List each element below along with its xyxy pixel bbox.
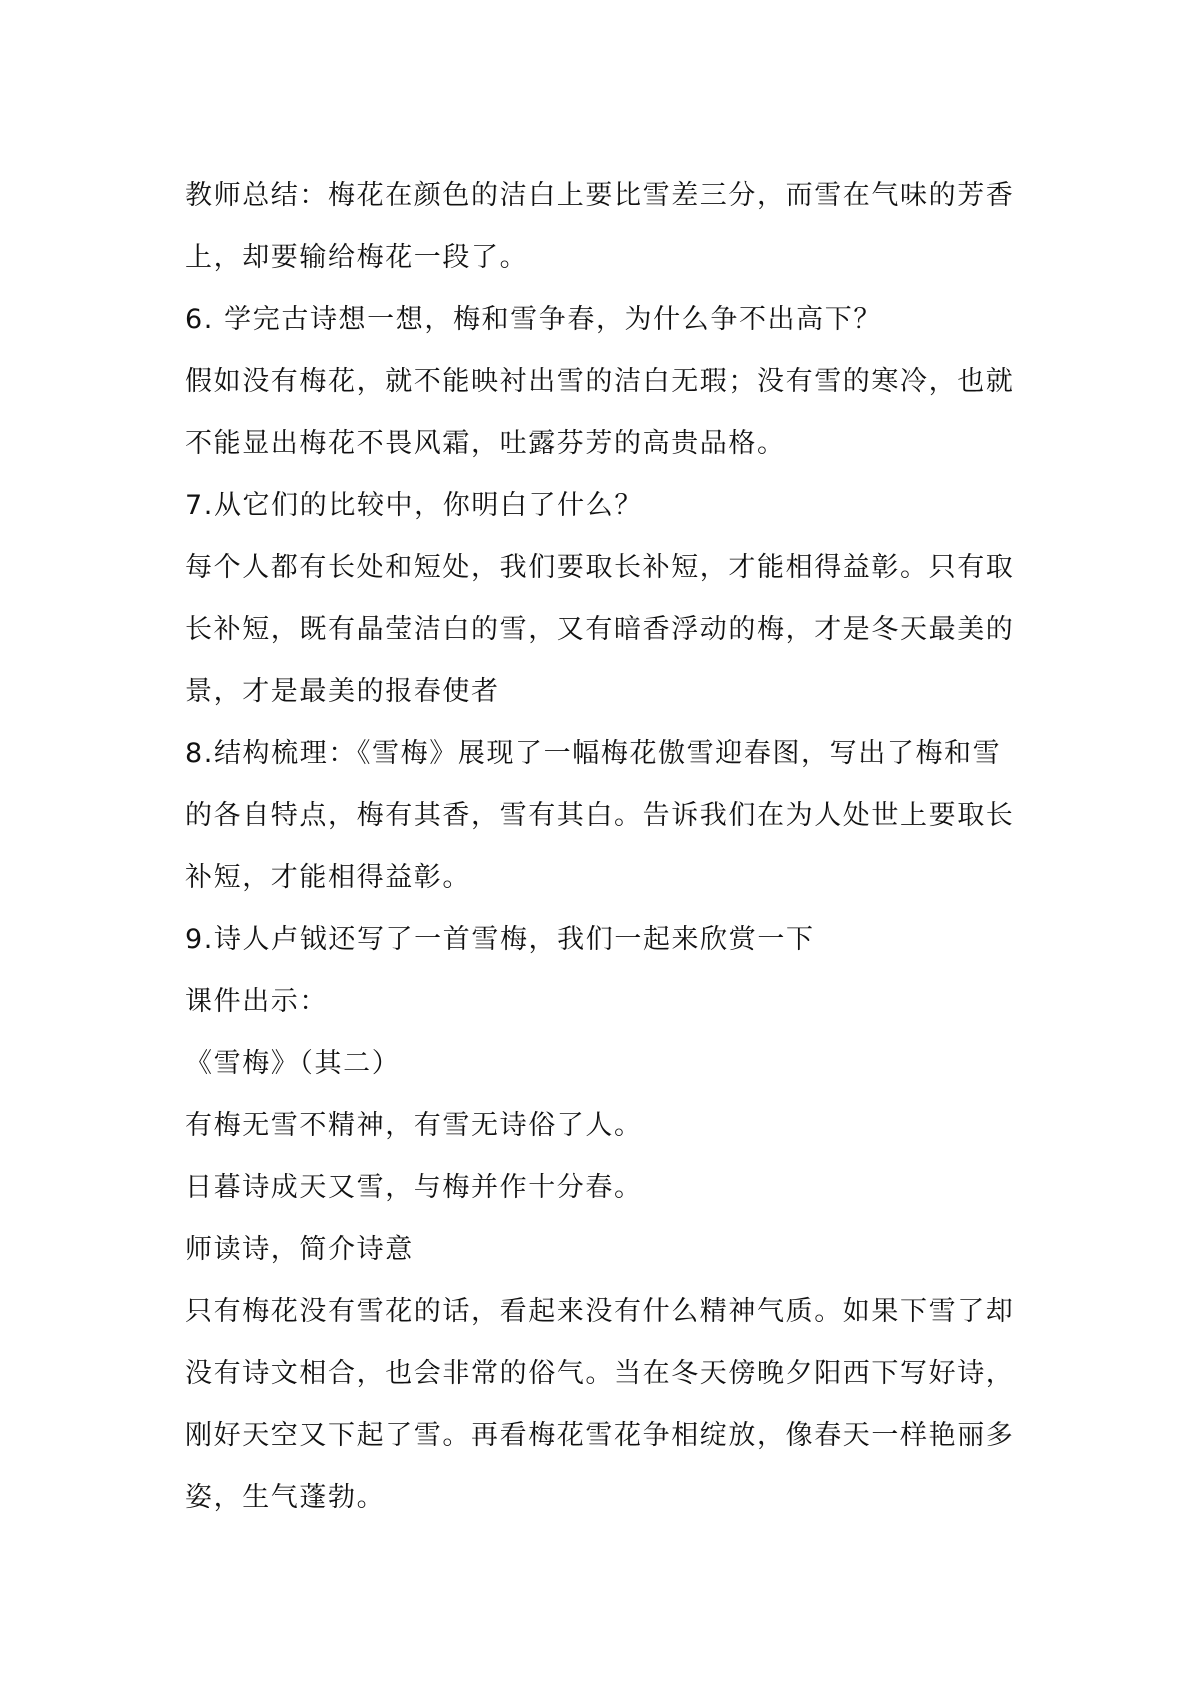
paragraph-line: 长补短，既有晶莹洁白的雪，又有暗香浮动的梅，才是冬天最美的: [185, 614, 1015, 645]
courseware-label: [185, 971, 1021, 1033]
paragraph-line: 上，却要输给梅花一段了。: [185, 242, 529, 273]
poem-verse-2: [185, 1157, 1021, 1219]
document-body: [185, 165, 1021, 1529]
paragraph-line: 教师总结：梅花在颜色的洁白上要比雪差三分，而雪在气味的芳香: [185, 180, 1015, 211]
paragraph-line: 姿，生气蓬勃。: [185, 1482, 386, 1513]
paragraph-line: 没有诗文相合，也会非常的俗气。当在冬天傍晚夕阳西下写好诗，: [185, 1358, 1015, 1389]
paragraph-line: 只有梅花没有雪花的话，看起来没有什么精神气质。如果下雪了却: [185, 1296, 1015, 1327]
question-line: 6. 学完古诗想一想，梅和雪争春，为什么争不出高下？: [185, 304, 882, 335]
label-line: 师读诗，简介诗意: [185, 1234, 414, 1265]
poem-line: 有梅无雪不精神，有雪无诗俗了人。: [185, 1110, 643, 1141]
structure-summary-paragraph: [185, 723, 1021, 909]
paragraph-line: 景，才是最美的报春使者: [185, 676, 500, 707]
paragraph-line: 刚好天空又下起了雪。再看梅花雪花争相绽放，像春天一样艳丽多: [185, 1420, 1015, 1451]
answer-6-paragraph: [185, 351, 1021, 475]
teacher-reading-note: [185, 1219, 1021, 1281]
poem-title: [185, 1033, 1021, 1095]
question-6: [185, 289, 1021, 351]
teacher-summary-paragraph: [185, 165, 1021, 289]
answer-7-paragraph: [185, 537, 1021, 723]
paragraph-line: 补短，才能相得益彰。: [185, 862, 471, 893]
question-7: [185, 475, 1021, 537]
paragraph-line: 的各自特点，梅有其香，雪有其白。告诉我们在为人处世上要取长: [185, 800, 1015, 831]
paragraph-line: 假如没有梅花，就不能映衬出雪的洁白无瑕；没有雪的寒冷，也就: [185, 366, 1015, 397]
item-9: [185, 909, 1021, 971]
question-line: 9.诗人卢钺还写了一首雪梅，我们一起来欣赏一下: [185, 924, 815, 955]
paragraph-line: 不能显出梅花不畏风霜，吐露芬芳的高贵品格。: [185, 428, 786, 459]
paragraph-line: 每个人都有长处和短处，我们要取长补短，才能相得益彰。只有取: [185, 552, 1015, 583]
poem-meaning-paragraph: [185, 1281, 1021, 1529]
paragraph-line: 8.结构梳理：《雪梅》展现了一幅梅花傲雪迎春图，写出了梅和雪: [185, 738, 1002, 769]
label-line: 课件出示：: [185, 986, 328, 1017]
poem-line: 日暮诗成天又雪，与梅并作十分春。: [185, 1172, 643, 1203]
poem-title-line: 《雪梅》（其二）: [185, 1048, 401, 1079]
question-line: 7.从它们的比较中，你明白了什么？: [185, 490, 643, 521]
poem-verse-1: [185, 1095, 1021, 1157]
